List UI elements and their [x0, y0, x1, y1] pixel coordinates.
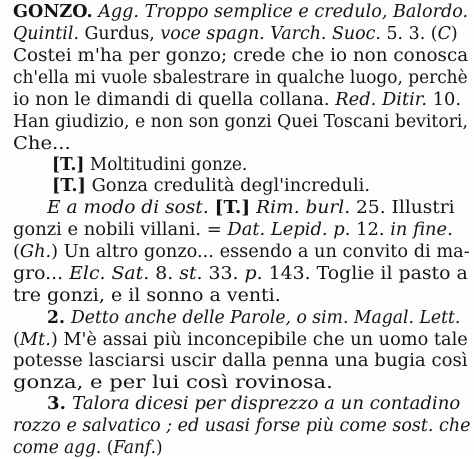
italic-text: rozzo e salvatico ; ed usasi forse più come sost. che — [13, 416, 471, 436]
entry-text: ( — [13, 242, 20, 262]
entry-line — [47, 197, 455, 219]
entry-text: ) M'è assai più inconcepibile che un uomo tale — [50, 330, 468, 350]
entry-line — [13, 219, 453, 241]
entry-line — [52, 175, 370, 197]
entry-text: gro... — [13, 264, 70, 284]
italic-text: Rim. burl. — [256, 198, 351, 218]
italic-text: Red. Ditir. — [335, 90, 428, 110]
entry-text: Moltitudini gonze. — [84, 155, 248, 175]
italic-text: voce spagn. Varch. Suoc. — [160, 24, 381, 44]
entry-text: ( — [101, 438, 114, 458]
entry-text: 10. — [427, 90, 462, 110]
entry-line — [13, 350, 468, 372]
italic-text: C — [437, 24, 451, 44]
entry-text: Han giudizio, e non son gonzi Quei Toscani bevitori, — [13, 112, 468, 132]
italic-text: Mt. — [19, 330, 51, 350]
italic-text: st. — [179, 264, 203, 284]
entry-text: ch'ella mi vuole sbalestrare in qualche luogo, perchè — [13, 68, 468, 88]
entry-text: potesse lasciarsi uscir dalla penna una bugia così — [13, 351, 468, 371]
italic-text: Agg. Troppo semplice e credulo, Balordo. — [98, 2, 469, 22]
entry-line — [47, 393, 460, 415]
italic-text: Detto anche delle Parole, o sim. Magal. Lett. — [70, 308, 461, 328]
entry-line — [13, 23, 458, 45]
italic-text: Gh. — [19, 242, 52, 262]
entry-line — [13, 89, 461, 111]
italic-text: Fanf. — [113, 438, 156, 458]
entry-text: ) Un altro gonzo... essendo a un convito di ma- — [51, 242, 470, 262]
entry-text: 12. — [350, 220, 391, 240]
italic-text: Dat. Lepid. p. — [227, 220, 351, 240]
headword: GONZO. — [13, 2, 93, 22]
entry-line — [13, 437, 163, 459]
entry-line — [13, 1, 468, 23]
entry-text: 143. Toglie il pasto a — [262, 264, 468, 284]
entry-text: Costei m'ha per gonzo; crede che io non conosca — [13, 46, 469, 66]
headword: 3. — [47, 394, 73, 414]
entry-line — [13, 285, 281, 307]
italic-text: in fine. — [390, 220, 453, 240]
entry-text: io non le dimandi di quella collana. — [13, 90, 336, 110]
source-tag: [T.] — [214, 198, 251, 218]
italic-text: Talora dicesi per disprezzo a un contadino — [72, 394, 461, 414]
italic-text: p. — [244, 264, 263, 284]
entry-text: 8. — [149, 264, 180, 284]
entry-text: tre gonzi, e il sonno a venti. — [13, 286, 281, 306]
entry-text: ) — [450, 24, 458, 44]
entry-text: Gurdus, — [78, 24, 161, 44]
entry-line — [13, 111, 468, 133]
entry-line — [47, 307, 460, 329]
entry-text: gonza, e per lui così rovinosa. — [13, 373, 333, 393]
entry-text: 25. Illustri — [350, 198, 455, 218]
entry-line — [13, 263, 468, 285]
entry-line — [13, 415, 470, 437]
entry-line — [13, 133, 71, 155]
source-tag: [T.] — [52, 176, 86, 196]
entry-text: Che... — [13, 134, 71, 154]
entry-text: 5. 3. ( — [380, 24, 438, 44]
entry-text: ( — [13, 330, 20, 350]
entry-text: 33. — [202, 264, 245, 284]
italic-text: come agg. — [13, 438, 102, 458]
entry-line — [52, 154, 247, 176]
entry-text: Gonza credulità degl'increduli. — [85, 176, 371, 196]
entry-line — [13, 67, 468, 89]
entry-line — [13, 329, 468, 351]
entry-line — [13, 372, 333, 394]
entry-line — [13, 241, 470, 263]
entry-text: ) — [155, 438, 163, 458]
entry-line — [13, 45, 468, 67]
italic-text: Quintil. — [13, 24, 79, 44]
entry-text: gonzi e nobili villani. = — [13, 220, 228, 240]
italic-text: E a modo di sost. — [47, 198, 209, 218]
source-tag: [T.] — [52, 155, 85, 175]
headword: 2. — [47, 308, 71, 328]
italic-text: Elc. Sat. — [69, 264, 150, 284]
